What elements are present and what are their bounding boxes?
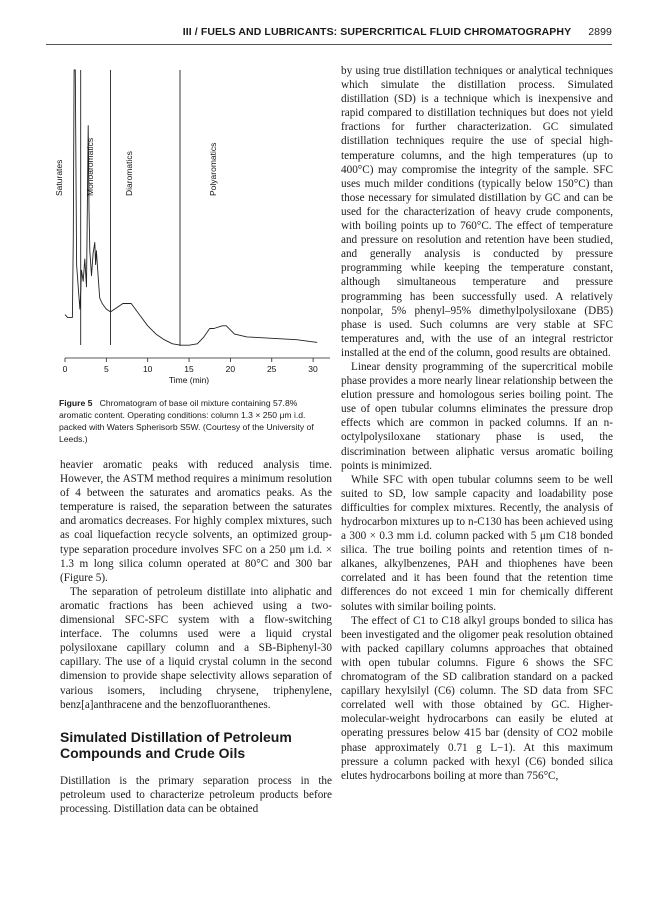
- running-head-title: III / FUELS AND LUBRICANTS: SUPERCRITICAL FLUID CHROMATOGRAPHY: [182, 26, 572, 38]
- running-head: [46, 26, 612, 45]
- paragraph: The separation of petroleum distillate into aliphatic and aromatic fractions has been achieved using a two-dimensional SFC-SFC system with a flow-switching interface. The columns used were a liquid crystal polysiloxane capillary column and a SB-Biphenyl-30 capillary. The use of a liquid crystal column in the second dimension to provide shape selectivity allows separation of various isomers, including chrysene, triphenylene, benz[a]anthracene and the benzofluoranthenes.: [60, 585, 332, 711]
- x-tick-15: 15: [184, 364, 194, 374]
- figure-5-chromatogram: [48, 58, 338, 388]
- label-diaromatics: Diaromatics: [124, 151, 134, 196]
- paragraph: Distillation is the primary separation process in the petroleum used to characterize petroleum products before processing. Distillation data can be obtained: [60, 774, 332, 815]
- paragraph: Linear density programming of the supercritical mobile phase provides a more nearly linear relationship between the elution pressure and homologous series boiling point. The use of open tubular columns eliminates the pressure drop effects which are common in packed columns. If an n-octylpolysiloxane stationary phase is used, the discrimination between aliphatic versus aromatic boiling points is minimized.: [341, 360, 613, 472]
- section-heading: Simulated Distillation of Petroleum Compounds and Crude Oils: [60, 728, 292, 761]
- chromatogram-trace: [65, 70, 317, 345]
- x-tick-0: 0: [62, 364, 68, 374]
- paragraph: The effect of C1 to C18 alkyl groups bonded to silica has been investigated and the oligomer peak resolution obtained with packed capillary columns approaches that obtained with open tubular columns. Figure 6 shows the SFC chromatogram of the SD calibration standard on a packed capillary hexylsilyl (C6) column. The SD data from SFC correlated well with those obtained by GC. Higher-molecular-weight hydrocarbons can easily be eluted at operating pressures below 415 bar (density of CO2 mobile phase approximately 0.71 g L−1). At this maximum pressure a column packed with hexyl (C6) bonded silica elutes hydrocarbons boiling at more than 756°C,: [341, 614, 613, 782]
- x-tick-5: 5: [104, 364, 109, 374]
- x-axis: [63, 358, 330, 385]
- fraction-cut-lines: [81, 70, 180, 346]
- x-tick-30: 30: [308, 364, 318, 374]
- paragraph: While SFC with open tubular columns seem to be well suited to SD, low sample capacity and loadability pose difficulties for complex mixtures. Recently, the analysis of hydrocarbon mixtures up to n-C130 has been achieved using a 300 × 0.3 mm i.d. column packed with 5 μm C18 bonded silica. The true boiling points and retention times of n-alkanes, alkylbenzenes, PAH and thiophenes have been correlated and it has been found that the retention time differences do not exceed 1 min for chemically different solutes with similar boiling points.: [341, 473, 613, 613]
- left-column: [60, 458, 332, 816]
- x-tick-20: 20: [225, 364, 236, 374]
- paragraph: heavier aromatic peaks with reduced analysis time. However, the ASTM method requires a minimum resolution of 4 between the saturates and aromatics peaks. As the temperature is raised, the separation between the saturates and aromatics decreases. For highly complex mixtures, such as coal liquefaction recycle solvents, an optimized group-type separation procedure involves SFC on a 250 μm i.d. × 1.3 m long silica column operated at 80°C and 300 bar (Figure 5).: [60, 459, 332, 584]
- label-monoaromatics: Monoaromatics: [85, 137, 95, 196]
- figure-caption-text: Chromatogram of base oil mixture containing 57.8% aromatic content. Operating conditions: column 1.3 × 250 μm i.d. packed with Waters Spherisorb S5W. (Courtesy of the University of Leeds.): [59, 398, 314, 444]
- x-tick-25: 25: [266, 364, 277, 374]
- figure-label: Figure 5: [59, 398, 93, 408]
- label-polyaromatics: Polyaromatics: [208, 142, 218, 196]
- x-tick-10: 10: [142, 364, 153, 374]
- figure-caption: [59, 397, 331, 445]
- paragraph: by using true distillation techniques or analytical techniques which simulate the distillation process. Simulated distillation (SD) is a technique which is inexpensive and rapid compared to distillation techniques but does not yield fractions for further characterization. GC simulated distillation techniques require the use of special high-temperature columns, and the high temperatures (up to 400°C) may compromise the integrity of the sample. SFC uses much milder conditions (typically below 150°C) than those necessary for simulated distillation by GC and can be used for the characterization of heavy crude components, with boiling points up to 760°C. The effect of temperature and pressure on resolution and retention have been studied, and generally analysis is conducted by pressure programming while keeping the temperature constant, although simultaneous temperature and pressure programming has been successfully used. A relatively nonpolar, 5% phenyl–95% dimethylpolysiloxane (DB5) phase is used. Such columns are very stable at SFC temperatures and, with the use of an integral restrictor installed at the end of the column, good results are obtained.: [341, 65, 613, 359]
- label-saturates: Saturates: [54, 159, 64, 196]
- page-number: 2899: [588, 26, 612, 38]
- x-axis-label: Time (min): [168, 375, 210, 385]
- right-column: [341, 64, 613, 783]
